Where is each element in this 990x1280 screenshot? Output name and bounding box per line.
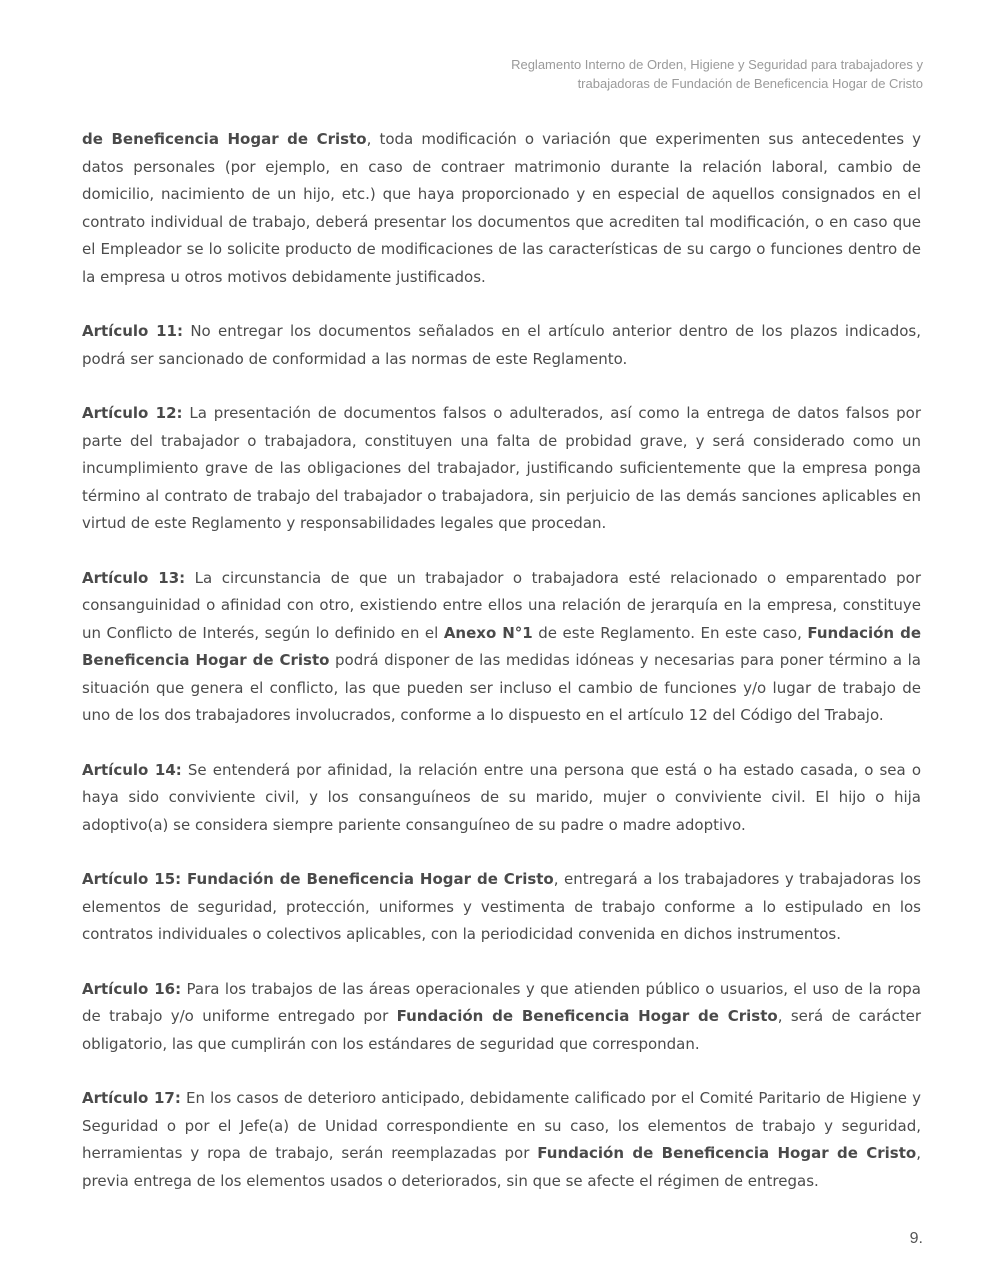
paragraph-article-16 bbox=[82, 976, 921, 1059]
body-text: podrá disponer de las medidas idóneas y necesarias para poner término a la situación que genera el conflicto, las que pueden ser incluso el cambio de funciones y/o lugar de trabajo de uno de los dos trabajadores involucrados, conforme a lo dispuesto en el artículo 12 del Código del Trabajo. bbox=[82, 651, 921, 724]
body-text: , entregará a los trabajadores y trabajadoras los elementos de seguridad, protección, uniformes y vestimenta de trabajo conforme a lo estipulado en los contratos individuales o colectivos aplicables, con la periodicidad convenida en dichos instrumentos. bbox=[82, 870, 921, 943]
article-label: Artículo 15: Fundación de Beneficencia Hogar de Cristo bbox=[82, 870, 554, 888]
body-text: de este Reglamento. En este caso, bbox=[532, 623, 808, 642]
document-body bbox=[82, 126, 921, 1222]
paragraph-article-13 bbox=[82, 565, 921, 730]
bold-text: de Beneficencia Hogar de Cristo bbox=[82, 130, 367, 148]
body-text: , toda modificación o variación que experimenten sus antecedentes y datos personales (por ejemplo, en caso de contraer matrimonio durante la relación laboral, cambio de domicilio, nacimiento de un hijo, etc.) que haya proporcionado y en especial de aquellos consignados en el contrato individual de trabajo, deberá presentar los documentos que acrediten tal modificación, o en caso que el Empleador se lo solicite producto de modificaciones de las características de su cargo o funciones dentro de la empresa u otros motivos debidamente justificados. bbox=[82, 130, 921, 286]
paragraph-continuation bbox=[82, 126, 921, 291]
body-text: La presentación de documentos falsos o adulterados, así como la entrega de datos falsos por parte del trabajador o trabajadora, constituyen una falta de probidad grave, y será considerado como un incumplimiento grave de las obligaciones del trabajador, justificando suficientemente que la empresa ponga término al contrato de trabajo del trabajador o trabajadora, sin perjuicio de las demás sanciones aplicables en virtud de este Reglamento y responsabilidades legales que procedan. bbox=[82, 404, 922, 532]
article-label: Artículo 12: bbox=[82, 404, 183, 422]
paragraph-article-11 bbox=[82, 318, 921, 373]
page-number: 9. bbox=[909, 1230, 923, 1247]
body-text: No entregar los documentos señalados en el artículo anterior dentro de los plazos indicados, podrá ser sancionado de conformidad a las normas de este Reglamento. bbox=[82, 322, 921, 368]
body-text: Se entenderá por afinidad, la relación entre una persona que está o ha estado casada, o sea o haya sido conviviente civil, y los consanguíneos de su marido, mujer o conviviente civil. El hijo o hija adoptivo(a) se considera siempre pariente consanguíneo de su padre o madre adoptivo. bbox=[82, 760, 922, 834]
header-line-2: trabajadoras de Fundación de Beneficencia Hogar de Cristo bbox=[577, 76, 923, 91]
bold-text: Fundación de Beneficencia Hogar de Cristo bbox=[537, 1144, 917, 1162]
paragraph-article-12 bbox=[82, 400, 921, 538]
body-text: , previa entrega de los elementos usados o deteriorados, sin que se afecte el régimen de entregas. bbox=[82, 1144, 921, 1190]
running-header bbox=[511, 55, 923, 93]
article-label: Artículo 14: bbox=[82, 760, 182, 779]
bold-text: Fundación de Beneficencia Hogar de Cristo bbox=[82, 623, 921, 669]
paragraph-article-15 bbox=[82, 866, 921, 949]
paragraph-article-17 bbox=[82, 1085, 921, 1195]
body-text: En los casos de deterioro anticipado, debidamente calificado por el Comité Paritario de Higiene y Seguridad o por el Jefe(a) de Unidad correspondiente en su caso, los elementos de trabajo y seguridad, herramientas y ropa de trabajo, serán reemplazadas por bbox=[82, 1089, 921, 1162]
header-line-1: Reglamento Interno de Orden, Higiene y Seguridad para trabajadores y bbox=[511, 57, 923, 72]
article-label: Artículo 13: bbox=[82, 568, 186, 587]
paragraph-article-14 bbox=[82, 757, 921, 840]
body-text: Para los trabajos de las áreas operacionales y que atienden público o usuarios, el uso de la ropa de trabajo y/o uniforme entregado por bbox=[82, 979, 921, 1025]
article-label: Artículo 11: bbox=[82, 322, 183, 340]
article-label: Artículo 17: bbox=[82, 1089, 181, 1107]
bold-text: Anexo N°1 bbox=[443, 623, 533, 642]
article-label: Artículo 16: bbox=[82, 979, 182, 998]
body-text: , será de carácter obligatorio, las que cumplirán con los estándares de seguridad que correspondan. bbox=[82, 1007, 922, 1053]
body-text: La circunstancia de que un trabajador o trabajadora esté relacionado o emparentado por consanguinidad o afinidad con otro, existiendo entre ellos una relación de jerarquía en la empresa, constituye un Conflicto de Interés, según lo definido en el bbox=[82, 568, 921, 642]
bold-text: Fundación de Beneficencia Hogar de Cristo bbox=[396, 1007, 778, 1025]
